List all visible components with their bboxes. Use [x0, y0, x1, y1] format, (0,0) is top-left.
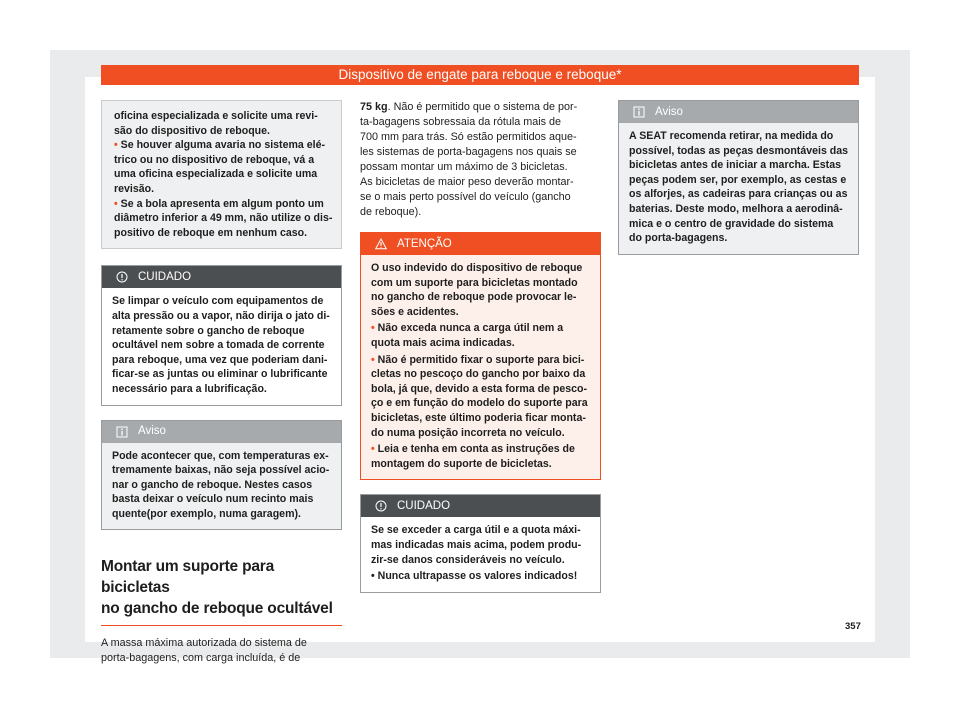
- info-icon: [633, 106, 645, 118]
- text-line: mas indicadas mais acima, podem produ-: [371, 538, 582, 551]
- cuidado-box: [101, 265, 342, 405]
- text-line: cletas no pescoço do gancho por baixo da: [371, 368, 586, 381]
- text-line: retamente sobre o gancho de reboque: [112, 324, 305, 337]
- text-line: Nunca ultrapasse os valores indicados!: [377, 570, 578, 583]
- text-line: para reboque, uma vez que poderiam dani-: [112, 353, 328, 366]
- column-3: [618, 100, 859, 255]
- bullet-icon: •: [114, 139, 118, 152]
- bullet-icon: •: [371, 353, 375, 366]
- text-line: A SEAT recomenda retirar, na medida do: [629, 130, 834, 142]
- text-line: necessário para a lubrificação.: [112, 382, 267, 395]
- bullet-item: [114, 138, 333, 196]
- cuidado-title: CUIDADO: [397, 500, 451, 513]
- text-line: revisão.: [114, 182, 155, 195]
- text-line: Leia e tenha em conta as instruções de: [377, 443, 575, 456]
- text-line: mica e o centro de gravidade do sistema: [629, 217, 834, 230]
- text-line: baterias. Deste modo, melhora a aerodinâ-: [629, 202, 843, 215]
- text-line: Montar um suporte para bicicletas: [101, 558, 275, 597]
- text-line: Se houver alguma avaria no sistema elé-: [120, 139, 325, 152]
- text-line: nar o gancho de reboque. Nestes casos: [112, 478, 313, 491]
- cuidado-box-2: [360, 494, 601, 592]
- text-line: com um suporte para bicicletas montado: [371, 276, 578, 289]
- text-line: As bicicletas de maior peso deverão montar-: [360, 176, 574, 188]
- text-line: se o mais perto possível do veículo (gancho: [360, 191, 571, 203]
- text-line: alta pressão ou a vapor, não dirija o jato di-: [112, 309, 330, 322]
- text-line: Pode acontecer que, com temperaturas ex-: [112, 449, 329, 462]
- text-line: trico ou no dispositivo de reboque, vá a: [114, 153, 315, 166]
- bullet-icon: •: [371, 570, 375, 583]
- continued-intro: [114, 109, 333, 138]
- text-line: tremamente baixas, não seja possível acio-: [112, 464, 330, 477]
- text-line: zir-se danos consideráveis no veículo.: [371, 553, 565, 566]
- text-line: do numa posição incorreta no veículo.: [371, 426, 565, 439]
- aviso-box: [101, 420, 342, 531]
- text-line: uma oficina especializada e solicite uma: [114, 168, 318, 181]
- text-line: ço e em função do modelo do suporte para: [371, 397, 588, 410]
- aviso-title: Aviso: [138, 425, 166, 438]
- text-line: basta deixar o veículo num recinto mais: [112, 493, 314, 506]
- cuidado-header: [102, 266, 341, 288]
- atencao-title: ATENÇÃO: [397, 237, 452, 250]
- exclamation-circle-icon: [375, 500, 387, 512]
- aviso-header: [102, 421, 341, 443]
- text-line: bola, já que, devido a esta forma de pesco-: [371, 382, 588, 395]
- text-line: possível, todas as peças desmontáveis das: [629, 144, 849, 157]
- page-number: 357: [845, 621, 861, 632]
- bullet-icon: •: [114, 197, 118, 210]
- bullet-icon: •: [371, 322, 375, 335]
- aviso-body: [102, 443, 341, 530]
- section-body: [101, 636, 342, 666]
- info-icon: [116, 426, 128, 438]
- text-line: ocultável nem sobre a tomada de corrente: [112, 339, 325, 352]
- text-line: Se a bola apresenta em algum ponto um: [120, 197, 324, 210]
- cuidado-title: CUIDADO: [138, 271, 192, 284]
- text-line: Se se exceder a carga útil e a quota máxi-: [371, 524, 581, 537]
- cuidado-body: [102, 288, 341, 404]
- text-line: porta-bagagens, com carga incluída, é de: [101, 652, 301, 665]
- aviso-body: [619, 123, 858, 254]
- text-line: são do dispositivo de reboque.: [114, 124, 270, 137]
- text-line: A massa máxima autorizada do sistema de: [101, 637, 307, 650]
- bullet-icon: •: [371, 443, 375, 456]
- text-line: possam montar um máximo de 3 bicicletas.: [360, 161, 568, 173]
- atencao-box: [360, 232, 601, 480]
- text-line: bicicletas, este último poderia ficar monta-: [371, 411, 586, 424]
- section-title: [101, 556, 342, 626]
- continued-notice: [101, 100, 342, 249]
- text-line: les sistemas de porta-bagagens nos quais se: [360, 146, 577, 158]
- aviso-header: [619, 101, 858, 123]
- text-line: quota mais acima indicadas.: [371, 336, 515, 349]
- warning-triangle-icon: [375, 238, 387, 250]
- text-line: Não é permitido fixar o suporte para bici-: [377, 353, 585, 366]
- column-1: [101, 100, 342, 666]
- text-line: peças podem ser, por exemplo, as cestas e: [629, 173, 847, 186]
- text-line: ficar-se as juntas ou eliminar o lubrificante: [112, 368, 328, 381]
- text-line: 700 mm para trás. Só estão permitidos aque-: [360, 131, 577, 143]
- text-line: os alforjes, as cadeiras para crianças ou as: [629, 188, 848, 201]
- text-line: de reboque).: [360, 206, 422, 218]
- atencao-body: [361, 255, 600, 479]
- text-line: diâmetro inferior a 49 mm, não utilize o dis-: [114, 212, 333, 225]
- text-line: sões e acidentes.: [371, 305, 459, 318]
- column-2: [360, 100, 601, 593]
- bullet-item: [114, 197, 333, 241]
- atencao-header: [361, 233, 600, 255]
- text-line: Não exceda nunca a carga útil nem a: [377, 322, 564, 335]
- text-line: oficina especializada e solicite uma revi-: [114, 110, 318, 122]
- aviso-title: Aviso: [655, 105, 683, 118]
- text-line: Se limpar o veículo com equipamentos de: [112, 295, 324, 308]
- text-line: positivo de reboque em nenhum caso.: [114, 226, 308, 239]
- text-line: bicicletas antes de iniciar a marcha. Estas: [629, 159, 841, 172]
- text-line: montagem do suporte de bicicletas.: [371, 457, 552, 470]
- text-line: do porta-bagagens.: [629, 232, 728, 245]
- exclamation-circle-icon: [116, 271, 128, 283]
- max-load-value: 75 kg: [360, 101, 388, 113]
- section-body-continued: [360, 100, 601, 220]
- cuidado-body: [361, 517, 600, 591]
- text-line: no gancho de reboque pode provocar le-: [371, 291, 577, 304]
- page-header: Dispositivo de engate para reboque e reboque*: [101, 65, 859, 85]
- text-line: . Não é permitido que o sistema de por-: [387, 101, 578, 113]
- aviso-box-2: [618, 100, 859, 255]
- text-line: ta-bagagens sobressaia da rótula mais de: [360, 116, 562, 128]
- text-line: O uso indevido do dispositivo de reboque: [371, 262, 583, 274]
- cuidado-header: [361, 495, 600, 517]
- text-line: quente(por exemplo, numa garagem).: [112, 507, 301, 520]
- text-line: no gancho de reboque ocultável: [101, 600, 333, 618]
